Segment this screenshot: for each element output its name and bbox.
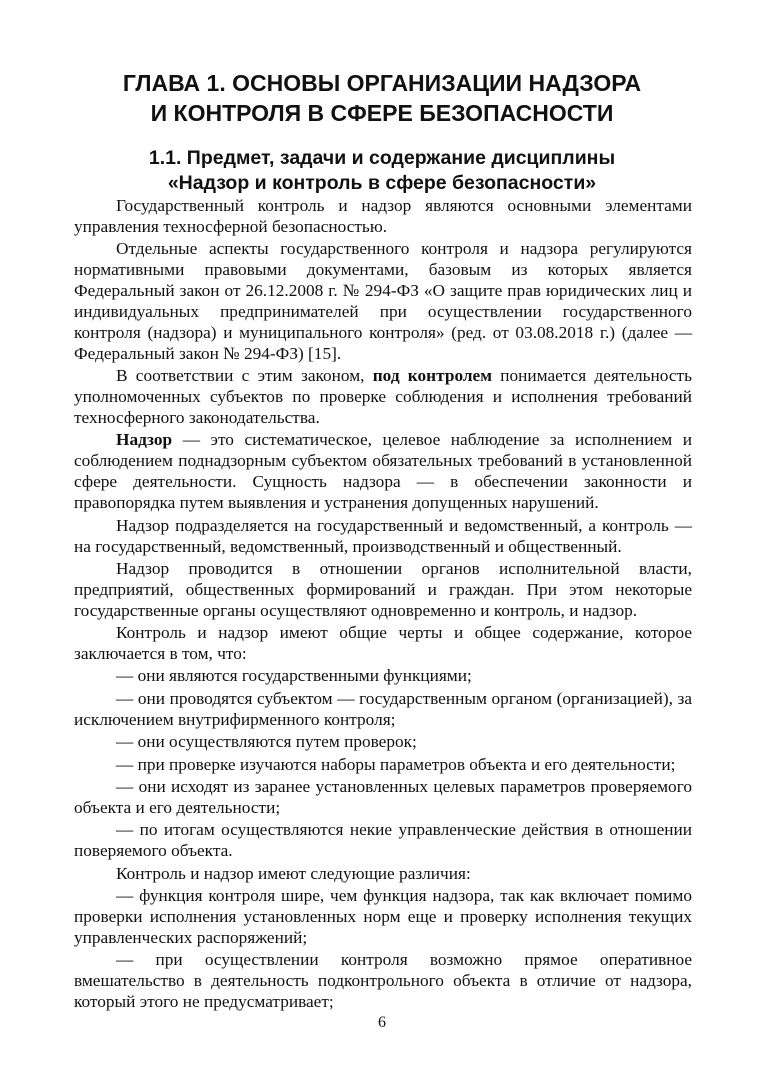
common-item-3: — они осуществляются путем проверок; [116, 732, 417, 752]
paragraph-4 [74, 430, 692, 514]
paragraph-6: Надзор проводится в отношении органов исполнительной власти, предприятий, общественных формирований и граждан. При этом некоторые государственные органы осуществляют одновременно и контроль, и надзор. [74, 558, 692, 620]
paragraph-3-lead: В соответствии с этим законом, [116, 366, 365, 386]
term-control: под контролем [372, 366, 492, 386]
chapter-title-line-1: ГЛАВА 1. ОСНОВЫ ОРГАНИЗАЦИИ НАДЗОРА [122, 70, 642, 96]
difference-item-1: — функция контроля шире, чем функция надзора, так как включает помимо проверки исполнения установленных норм еще и проверку исполнения текущих управленческих распоряжений; [74, 886, 692, 947]
section-title-line-1: 1.1. Предмет, задачи и содержание дисциплины [148, 147, 616, 169]
common-item-1: — они являются государственными функциями; [116, 666, 472, 686]
body-text [74, 196, 692, 1014]
common-item-6: — по итогам осуществляются некие управленческие действия в отношении поверяемого объекта. [74, 820, 692, 861]
paragraph-7: Контроль и надзор имеют общие черты и общее содержание, которое заключается в том, что: [74, 623, 692, 664]
paragraph-1: Государственный контроль и надзор являются основными элементами управления техносферной безопасностью. [74, 196, 692, 236]
section-title-line-2: «Надзор и контроль в сфере безопасности» [167, 172, 597, 194]
paragraph-4-rest: — это систематическое, целевое наблюдение за исполнением и соблюдением поднадзорным субъектом обязательных требований в установленной сфере деятельности. Сущность надзора — в обеспечении законности и правопорядка путем выявления и устранения допущенных нарушений. [74, 430, 692, 513]
chapter-title [72, 68, 692, 128]
term-supervision: Надзор [116, 430, 173, 450]
paragraph-3-rest: понимается деятельность уполномоченных субъектов по проверке соблюдения и исполнения требований техносферного законодательства. [74, 366, 692, 428]
difference-item-2: — при осуществлении контроля возможно прямое оперативное вмешательство в деятельность подконтрольного объекта в отличие от надзора, который этого не предусматривает; [74, 950, 692, 1012]
common-item-5: — они исходят из заранее установленных целевых параметров проверяемого объекта и его деятельности; [74, 776, 692, 817]
paragraph-8: Контроль и надзор имеют следующие различия: [116, 863, 471, 883]
paragraph-3 [74, 366, 692, 429]
common-item-4: — при проверке изучаются наборы параметров объекта и его деятельности; [116, 754, 676, 774]
common-item-2: — они проводятся субъектом — государственным органом (организацией), за исключением внутрифирменного контроля; [74, 688, 692, 729]
chapter-title-line-2: И КОНТРОЛЯ В СФЕРЕ БЕЗОПАСНОСТИ [150, 100, 614, 126]
paragraph-2: Отдельные аспекты государственного контроля и надзора регулируются нормативными правовыми документами, базовым из которых является Федеральный закон от 26.12.2008 г. № 294-ФЗ «О защите прав юридических лиц и индивидуальных предпринимателей при осуществлении государственного контроля (надзора) и муниципального контроля» (ред. от 03.08.2018 г.) (далее — Федеральный закон № 294-ФЗ) [15]. [74, 239, 692, 363]
paragraph-5: Надзор подразделяется на государственный и ведомственный, а контроль — на государственный, ведомственный, производственный и общественный. [74, 515, 692, 556]
page-number: 6 [378, 1014, 386, 1031]
section-title [72, 146, 692, 196]
